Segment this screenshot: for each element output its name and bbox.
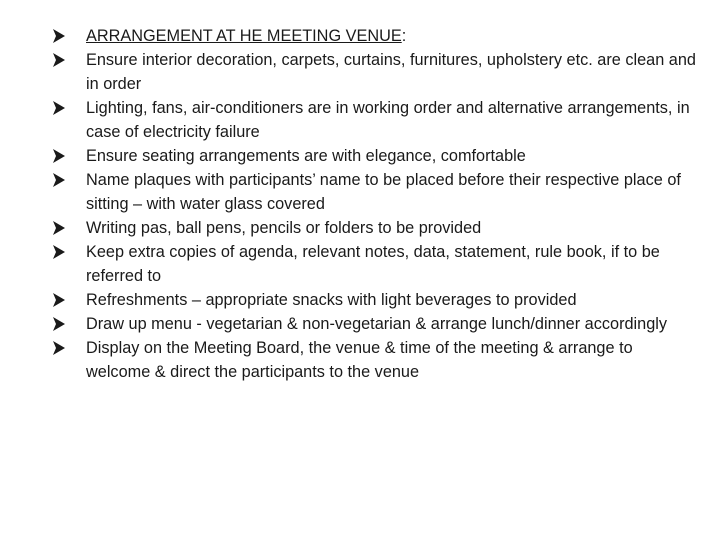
bullet-item bbox=[62, 96, 696, 144]
bullet-text: Writing pas, ball pens, pencils or folders to be provided bbox=[86, 219, 482, 237]
arrowhead-bullet-icon bbox=[52, 172, 66, 188]
arrowhead-bullet-icon bbox=[52, 292, 66, 308]
arrowhead-bullet-icon bbox=[52, 148, 66, 164]
bullet-item bbox=[62, 312, 696, 336]
arrowhead-bullet-icon bbox=[52, 52, 66, 68]
bullet-text: Keep extra copies of agenda, relevant notes, data, statement, rule book, if to be referred to bbox=[86, 243, 660, 285]
section-title: ARRANGEMENT AT HE MEETING VENUE bbox=[86, 27, 402, 45]
arrowhead-bullet-icon bbox=[52, 244, 66, 260]
arrowhead-bullet-icon bbox=[52, 316, 66, 332]
bullet-item bbox=[62, 336, 696, 384]
bullet-item bbox=[62, 168, 696, 216]
bullet-text: Name plaques with participants’ name to be placed before their respective place of sitting – with water glass covered bbox=[86, 171, 681, 213]
arrowhead-bullet-icon bbox=[52, 28, 66, 44]
bullet-item bbox=[62, 288, 696, 312]
bullet-text: Display on the Meeting Board, the venue & time of the meeting & arrange to welcome & direct the participants to the venue bbox=[86, 339, 633, 381]
section-title-suffix: : bbox=[401, 27, 407, 45]
bullet-text: Refreshments – appropriate snacks with light beverages to provided bbox=[86, 291, 577, 309]
bullet-text: Ensure interior decoration, carpets, curtains, furnitures, upholstery etc. are clean and in order bbox=[86, 51, 696, 93]
bullet-text: Draw up menu - vegetarian & non-vegetarian & arrange lunch/dinner accordingly bbox=[86, 315, 668, 333]
bullet-item bbox=[62, 24, 696, 48]
bullet-item bbox=[62, 144, 696, 168]
bullet-item bbox=[62, 216, 696, 240]
bullet-text: Lighting, fans, air-conditioners are in working order and alternative arrangements, in case of electricity failure bbox=[86, 99, 690, 141]
bullet-item bbox=[62, 240, 696, 288]
arrowhead-bullet-icon bbox=[52, 100, 66, 116]
arrowhead-bullet-icon bbox=[52, 340, 66, 356]
bullet-text: Ensure seating arrangements are with elegance, comfortable bbox=[86, 147, 526, 165]
arrowhead-bullet-icon bbox=[52, 220, 66, 236]
bullet-item bbox=[62, 48, 696, 96]
bullet-list bbox=[62, 24, 696, 384]
